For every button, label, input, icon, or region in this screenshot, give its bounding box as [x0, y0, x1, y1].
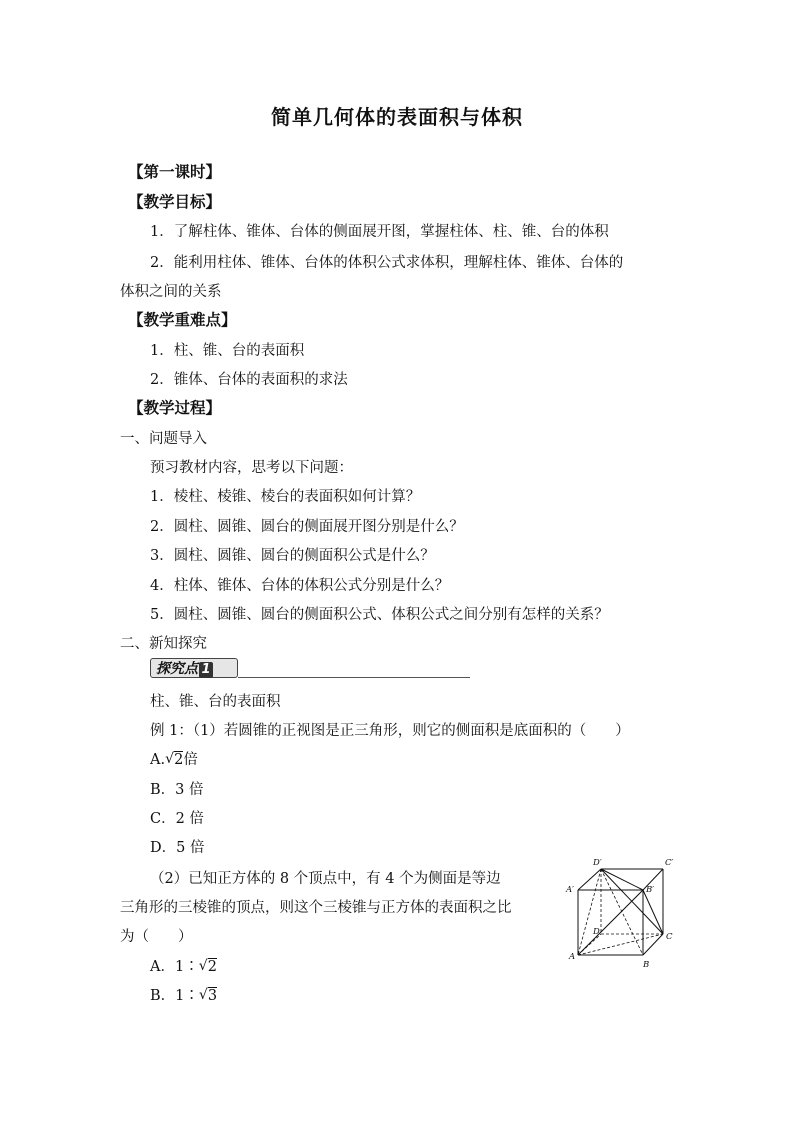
label-a: A [569, 952, 576, 962]
edge-b1-c [643, 890, 663, 934]
edge-a-c [578, 934, 663, 955]
edge-b-c [643, 934, 663, 955]
key-item-2: 2．锥体、台体的表面积的求法 [150, 372, 348, 388]
explore-point-label [150, 658, 238, 678]
option-a-prefix: A. [150, 752, 166, 768]
label-b: B [643, 960, 650, 970]
answer-b-radical [199, 986, 217, 1006]
label-d: D [593, 927, 600, 937]
badge-underline [238, 677, 470, 678]
edge-d1-b [601, 869, 643, 955]
section-1-intro: 预习教材内容，思考以下问题： [150, 460, 353, 476]
edge-a1-d1 [578, 869, 601, 890]
option-a-radical [165, 750, 183, 770]
section-1-title: 一、问题导入 [120, 431, 207, 447]
label-d1: D′ [593, 858, 602, 868]
label-b1: B′ [646, 885, 655, 895]
goal-item-2-cont: 体积之间的关系 [120, 284, 222, 300]
question-2: 2．圆柱、圆锥、圆台的侧面展开图分别是什么？ [150, 519, 464, 535]
heading-lesson: 【第一课时】 [128, 162, 222, 181]
question-3: 3．圆柱、圆锥、圆台的侧面积公式是什么？ [150, 548, 435, 564]
explore-point-text: 探究点 [156, 661, 198, 677]
answer-b-prefix: B．1∶ [150, 988, 199, 1004]
answer-a [150, 957, 217, 977]
option-b: B．3 倍 [150, 782, 204, 798]
explore-point-badge [150, 658, 470, 680]
example-1-part-2-line-3: 为（ ） [120, 929, 193, 945]
edge-d1-a [578, 869, 601, 955]
answer-a-prefix: A．1∶ [150, 959, 199, 975]
option-a-radicand: 2 [174, 752, 184, 768]
answer-b [150, 986, 217, 1006]
page-title: 简单几何体的表面积与体积 [271, 105, 523, 129]
option-a [150, 750, 198, 770]
edge-d1-b1 [601, 869, 643, 890]
option-d: D．5 倍 [150, 840, 205, 856]
goal-item-1: 1．了解柱体、锥体、台体的侧面展开图，掌握柱体、柱、锥、台的体积 [150, 224, 609, 240]
goal-item-2: 2．能利用柱体、锥体、台体的体积公式求体积，理解柱体、锥体、台体的 [150, 255, 624, 271]
label-c1: C′ [665, 858, 674, 868]
key-item-1: 1．柱、锥、台的表面积 [150, 343, 305, 359]
section-2-title: 二、新知探究 [120, 636, 207, 652]
option-c: C．2 倍 [150, 811, 204, 827]
answer-b-radicand: 3 [207, 988, 218, 1004]
topic-title: 柱、锥、台的表面积 [150, 694, 281, 710]
question-4: 4．柱体、锥体、台体的体积公式分别是什么？ [150, 578, 450, 594]
example-1-part-2-line-2: 三角形的三棱锥的顶点，则这个三棱锥与正方体的表面积之比 [120, 900, 512, 916]
example-1-part-2-line-1: （2）已知正方体的 8 个顶点中，有 4 个为侧面是等边 [150, 871, 501, 887]
explore-point-number: 1 [199, 662, 213, 678]
edge-a-b1 [578, 890, 643, 955]
answer-a-radicand: 2 [207, 959, 217, 975]
question-1: 1．棱柱、棱锥、棱台的表面积如何计算？ [150, 489, 421, 505]
heading-goals: 【教学目标】 [128, 192, 222, 211]
answer-a-radical [199, 957, 217, 977]
option-a-suffix: 倍 [183, 752, 198, 768]
heading-key-points: 【教学重难点】 [128, 310, 237, 329]
example-1-part-1: 例 1：（1）若圆锥的正视图是正三角形，则它的侧面积是底面积的（ ） [150, 723, 630, 739]
label-c: C [666, 932, 673, 942]
label-a1: A′ [566, 885, 575, 895]
question-5: 5．圆柱、圆锥、圆台的侧面积公式、体积公式之间分别有怎样的关系？ [150, 607, 609, 623]
cube-figure [563, 852, 683, 972]
heading-process: 【教学过程】 [128, 398, 222, 417]
